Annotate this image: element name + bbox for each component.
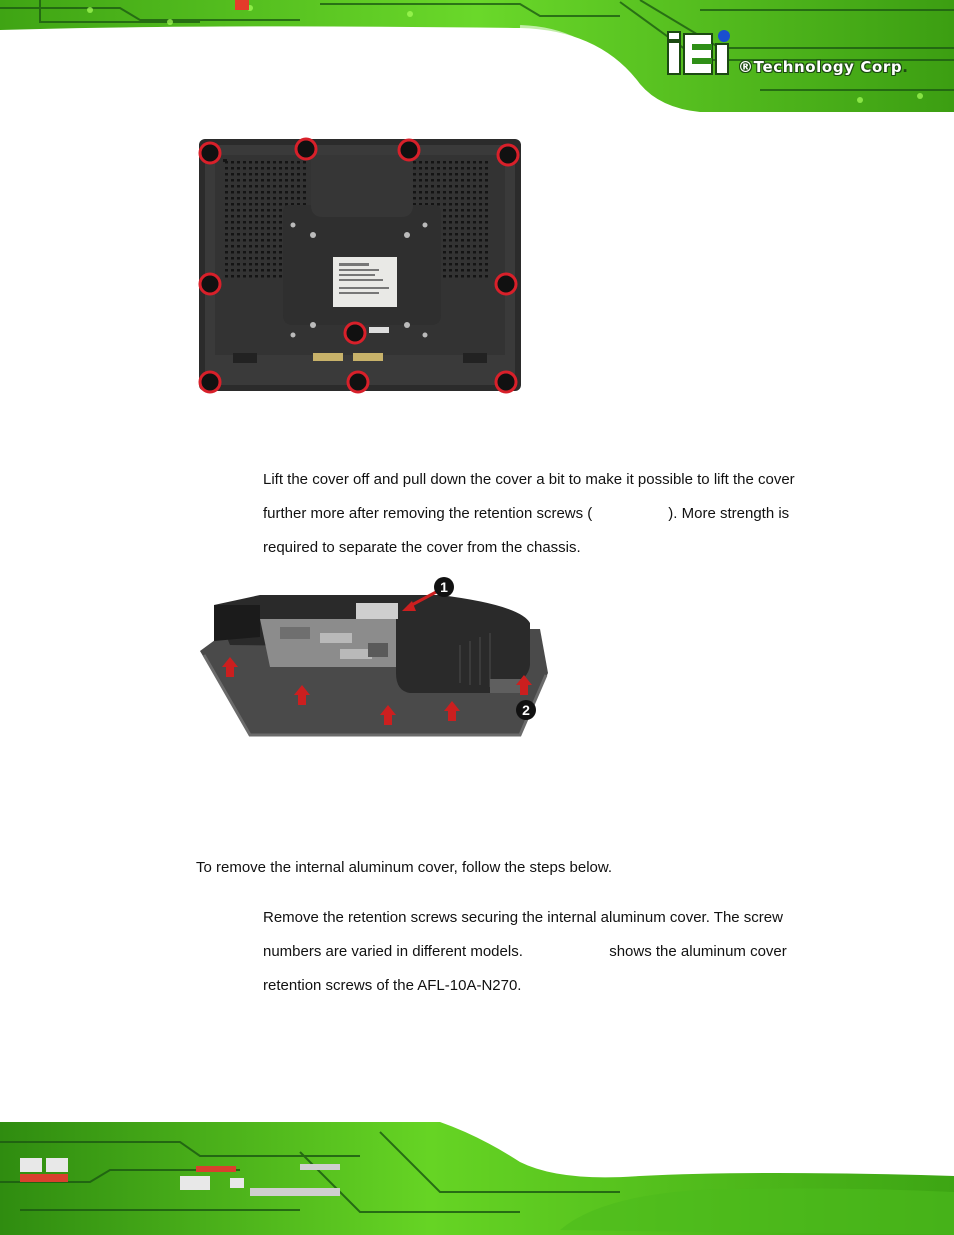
aluminum-cover-intro: To remove the internal aluminum cover, follow the steps below. xyxy=(196,859,613,876)
step1-text-a: Lift the cover off and pull down the cover a bit to make it possible to lift the cover further more after removing the retention screws ( xyxy=(263,471,795,522)
step2-text-b: shows the aluminum cover retention screws of the AFL-10A-N270. xyxy=(263,943,787,994)
screw-marker xyxy=(399,140,419,160)
step2-text-a: Remove the retention screws securing the internal aluminum cover. The screw numbers are varied in different models. xyxy=(263,909,783,960)
callout-1: 1 xyxy=(440,579,448,595)
screw-marker xyxy=(496,372,516,392)
screw-marker xyxy=(200,274,220,294)
step1-text-b: ). More strength is required to separate the cover from the chassis. xyxy=(263,505,790,556)
footer-banner xyxy=(0,1122,954,1235)
cover-lift-illustration xyxy=(190,575,550,740)
circuit-board-graphic xyxy=(0,1122,954,1235)
header-banner xyxy=(0,0,954,112)
back-panel-photo xyxy=(193,135,525,397)
iei-logo-icon xyxy=(664,30,738,78)
step-remove-screws xyxy=(263,901,823,1003)
cover-lift-photo xyxy=(190,575,550,740)
screw-marker xyxy=(296,139,316,159)
screw-marker xyxy=(498,145,518,165)
callout-2: 2 xyxy=(522,702,530,718)
back-panel-illustration xyxy=(193,135,525,397)
brand-name: ®Technology Corp. xyxy=(738,58,909,76)
screw-marker xyxy=(496,274,516,294)
screw-marker xyxy=(348,372,368,392)
screw-marker xyxy=(200,143,220,163)
step-lift-cover xyxy=(263,463,823,565)
company-logo xyxy=(664,30,924,82)
screw-marker xyxy=(200,372,220,392)
screw-marker xyxy=(345,323,365,343)
